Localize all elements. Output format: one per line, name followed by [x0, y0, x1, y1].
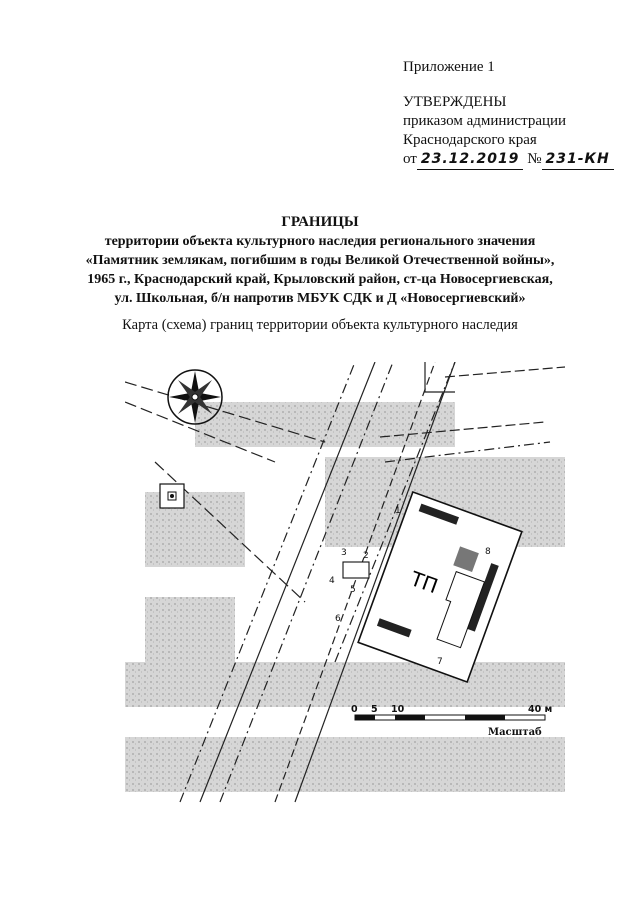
- entrance-structure: [343, 562, 369, 578]
- point-label: 1: [395, 506, 401, 516]
- approved-heading: УТВЕРЖДЕНЫ: [403, 94, 507, 110]
- point-label: 5: [350, 585, 356, 595]
- terrain-area: [125, 662, 565, 707]
- approval-line-2: Краснодарского края: [403, 132, 537, 148]
- date-prefix: от: [403, 151, 417, 167]
- map-svg: [125, 362, 565, 832]
- scale-bar: [351, 704, 552, 738]
- order-date: 23.12.2019: [417, 150, 524, 170]
- building-label: ТП: [407, 566, 442, 599]
- compass-rose-icon: [168, 370, 222, 424]
- point-label: 4: [329, 576, 335, 586]
- scale-tick: 10: [391, 704, 405, 715]
- approval-block: [403, 58, 623, 170]
- title-line-1: территории объекта культурного наследия регионального значения: [104, 234, 536, 249]
- order-number: 231-КН: [542, 150, 614, 170]
- number-prefix: №: [527, 151, 542, 167]
- scale-label: Масштаб: [488, 727, 542, 738]
- appendix-label: Приложение 1: [403, 59, 495, 75]
- street-line: [445, 367, 565, 377]
- point-label: 6: [335, 614, 341, 624]
- title-line-4: ул. Школьная, б/н напротив МБУК СДК и Д «Новосергиевский»: [114, 291, 526, 306]
- scale-tick: 40 м: [528, 704, 553, 715]
- title-line-3: 1965 г., Краснодарский край, Крыловский район, ст-ца Новосергиевская,: [87, 272, 553, 287]
- terrain-area: [195, 402, 455, 447]
- document-title: [40, 213, 600, 308]
- point-label: 8: [485, 547, 491, 557]
- point-label: 7: [437, 657, 443, 667]
- scale-tick: 0: [351, 704, 358, 715]
- title-line-2: «Памятник землякам, погибшим в годы Великой Отечественной войны»,: [85, 253, 555, 268]
- title-main: ГРАНИЦЫ: [281, 214, 359, 230]
- monument-marker: [160, 484, 184, 508]
- terrain-area: [125, 737, 565, 792]
- map-caption: Карта (схема) границ территории объекта культурного наследия: [122, 317, 518, 333]
- order-date-number: [403, 150, 623, 170]
- point-label: 2: [363, 551, 369, 561]
- approval-line-1: приказом администрации: [403, 113, 567, 129]
- boundary-map: [125, 362, 565, 832]
- point-label: 3: [341, 548, 347, 558]
- scale-tick: 5: [371, 704, 378, 715]
